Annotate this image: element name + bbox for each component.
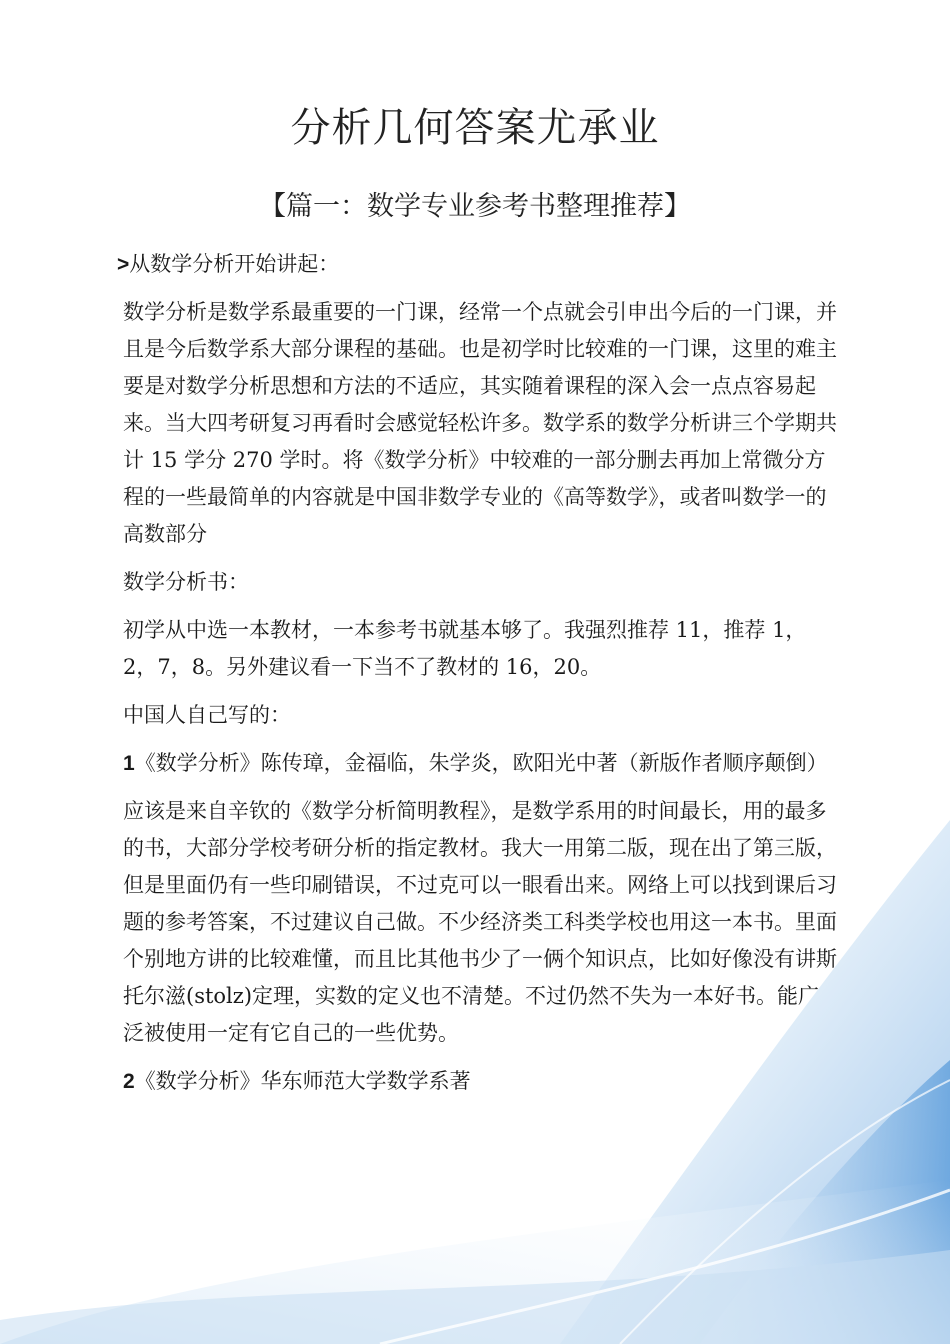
book-item-1-number: 1 [123, 752, 135, 775]
intro-marker: > [117, 253, 130, 276]
book-item-2-text: 《数学分析》华东师范大学数学系著 [134, 1069, 471, 1093]
heading-math-analysis-books: 数学分析书： [123, 570, 249, 594]
section-heading: 【篇一：数学专业参考书整理推荐】 [259, 191, 691, 222]
document-body [117, 246, 837, 1111]
paragraph-book-1-review: 应该是来自辛钦的《数学分析简明教程》，是数学系用的时间最长，用的最多的书，大部分学校考研分析的指定教材。我大一用第二版，现在出了第三版，但是里面仍有一些印刷错误，不过克可以一眼看出来。网络上可以找到课后习题的参考答案，不过建议自己做。不少经济类工科类学校也用这一本书。里面个别地方讲的比较难懂，而且比其他书少了一俩个知识点，比如好像没有讲斯托尔滋(stolz)定理，实数的定义也不清楚。不过仍然不失为一本好书。能广泛被使用一定有它自己的一些优势。 [123, 799, 837, 1045]
intro-text: 从数学分析开始讲起： [129, 252, 340, 276]
paragraph-recommendation: 初学从中选一本教材，一本参考书就基本够了。我强烈推荐 11，推荐 1，2，7，8。另外建议看一下当不了教材的 16，20。 [123, 618, 807, 679]
heading-chinese-authors: 中国人自己写的： [123, 703, 291, 727]
document-title: 分析几何答案尤承业 [290, 105, 660, 151]
book-item-2-number: 2 [123, 1070, 135, 1093]
intro-line [117, 246, 837, 283]
book-item-1 [117, 745, 837, 782]
paragraph-overview: 数学分析是数学系最重要的一门课，经常一个点就会引申出今后的一门课，并且是今后数学系大部分课程的基础。也是初学时比较难的一门课，这里的难主要是对数学分析思想和方法的不适应，其实随着课程的深入会一点点容易起来。当大四考研复习再看时会感觉轻松许多。数学系的数学分析讲三个学期共计 15 学分 270 学时。将《数学分析》中较难的一部分删去再加上常微分方程的一些最简单的内容就是中国非数学专业的《高等数学》，或者叫数学一的高数部分 [123, 300, 837, 546]
book-item-1-text: 《数学分析》陈传璋，金福临，朱学炎，欧阳光中著（新版作者顺序颠倒） [134, 751, 828, 775]
book-item-2 [117, 1063, 837, 1100]
